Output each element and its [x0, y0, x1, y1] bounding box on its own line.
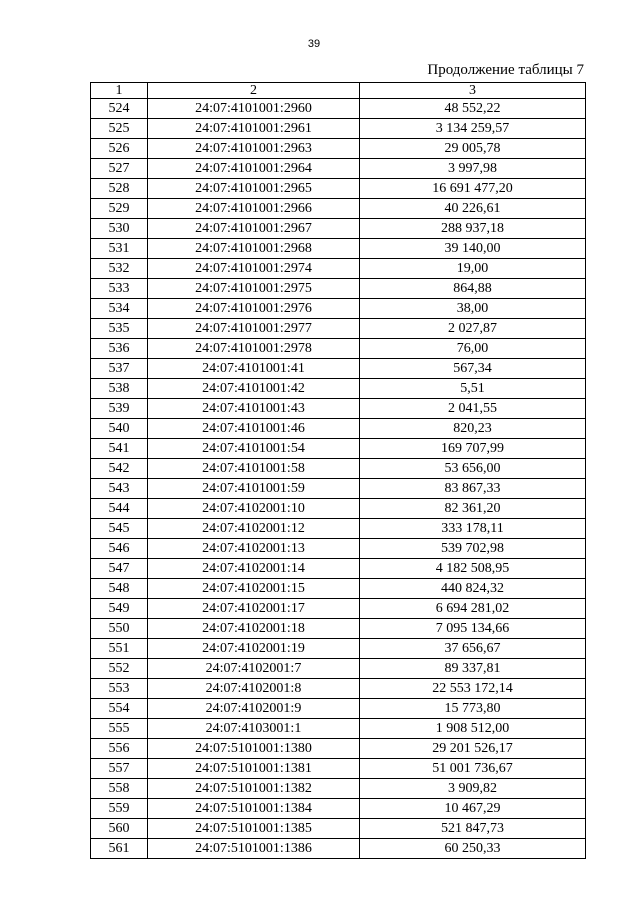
row-number-cell: 533	[91, 279, 148, 299]
row-number-cell: 547	[91, 559, 148, 579]
value-cell: 29 201 526,17	[360, 739, 586, 759]
row-number-cell: 552	[91, 659, 148, 679]
value-cell: 4 182 508,95	[360, 559, 586, 579]
cadastral-number-cell: 24:07:4102001:10	[148, 499, 360, 519]
cadastral-number-cell: 24:07:4102001:19	[148, 639, 360, 659]
cadastral-number-cell: 24:07:4101001:2961	[148, 119, 360, 139]
table-row	[91, 519, 586, 539]
cadastral-number-cell: 24:07:4101001:2966	[148, 199, 360, 219]
header-cell-3: 3	[360, 83, 586, 99]
cadastral-number-cell: 24:07:5101001:1381	[148, 759, 360, 779]
value-cell: 76,00	[360, 339, 586, 359]
row-number-cell: 524	[91, 99, 148, 119]
value-cell: 567,34	[360, 359, 586, 379]
row-number-cell: 550	[91, 619, 148, 639]
value-cell: 6 694 281,02	[360, 599, 586, 619]
table-row	[91, 799, 586, 819]
value-cell: 864,88	[360, 279, 586, 299]
value-cell: 10 467,29	[360, 799, 586, 819]
table-row	[91, 179, 586, 199]
table-row	[91, 759, 586, 779]
value-cell: 539 702,98	[360, 539, 586, 559]
value-cell: 38,00	[360, 299, 586, 319]
value-cell: 22 553 172,14	[360, 679, 586, 699]
value-cell: 169 707,99	[360, 439, 586, 459]
value-cell: 440 824,32	[360, 579, 586, 599]
cadastral-number-cell: 24:07:4101001:42	[148, 379, 360, 399]
cadastral-number-cell: 24:07:4101001:2963	[148, 139, 360, 159]
value-cell: 5,51	[360, 379, 586, 399]
header-row	[91, 83, 586, 99]
row-number-cell: 554	[91, 699, 148, 719]
cadastral-number-cell: 24:07:4103001:1	[148, 719, 360, 739]
cadastral-number-cell: 24:07:5101001:1382	[148, 779, 360, 799]
cadastral-number-cell: 24:07:4102001:9	[148, 699, 360, 719]
value-cell: 83 867,33	[360, 479, 586, 499]
cadastral-number-cell: 24:07:4102001:15	[148, 579, 360, 599]
row-number-cell: 541	[91, 439, 148, 459]
row-number-cell: 540	[91, 419, 148, 439]
table-continuation-caption: Продолжение таблицы 7	[427, 62, 584, 78]
value-cell: 288 937,18	[360, 219, 586, 239]
cadastral-number-cell: 24:07:4101001:2965	[148, 179, 360, 199]
header-cell-2: 2	[148, 83, 360, 99]
value-cell: 53 656,00	[360, 459, 586, 479]
row-number-cell: 544	[91, 499, 148, 519]
cadastral-number-cell: 24:07:4101001:54	[148, 439, 360, 459]
value-cell: 48 552,22	[360, 99, 586, 119]
cadastral-number-cell: 24:07:5101001:1385	[148, 819, 360, 839]
value-cell: 19,00	[360, 259, 586, 279]
page-number: 39	[307, 38, 321, 50]
cadastral-number-cell: 24:07:4101001:2978	[148, 339, 360, 359]
table-row	[91, 239, 586, 259]
row-number-cell: 526	[91, 139, 148, 159]
row-number-cell: 529	[91, 199, 148, 219]
table-row	[91, 99, 586, 119]
table-row	[91, 699, 586, 719]
value-cell: 2 041,55	[360, 399, 586, 419]
table-row	[91, 139, 586, 159]
value-cell: 15 773,80	[360, 699, 586, 719]
cadastral-number-cell: 24:07:4101001:2977	[148, 319, 360, 339]
row-number-cell: 545	[91, 519, 148, 539]
header-cell-1: 1	[91, 83, 148, 99]
cadastral-number-cell: 24:07:4102001:12	[148, 519, 360, 539]
cadastral-number-cell: 24:07:5101001:1384	[148, 799, 360, 819]
row-number-cell: 549	[91, 599, 148, 619]
value-cell: 89 337,81	[360, 659, 586, 679]
cadastral-number-cell: 24:07:4101001:2976	[148, 299, 360, 319]
table-row	[91, 659, 586, 679]
table-row	[91, 539, 586, 559]
table-row	[91, 199, 586, 219]
value-cell: 2 027,87	[360, 319, 586, 339]
table-body	[91, 99, 586, 859]
row-number-cell: 542	[91, 459, 148, 479]
value-cell: 3 909,82	[360, 779, 586, 799]
table-row	[91, 739, 586, 759]
row-number-cell: 538	[91, 379, 148, 399]
row-number-cell: 534	[91, 299, 148, 319]
value-cell: 60 250,33	[360, 839, 586, 859]
data-table	[90, 82, 586, 859]
value-cell: 40 226,61	[360, 199, 586, 219]
cadastral-number-cell: 24:07:4102001:7	[148, 659, 360, 679]
value-cell: 3 997,98	[360, 159, 586, 179]
cadastral-number-cell: 24:07:4102001:14	[148, 559, 360, 579]
row-number-cell: 527	[91, 159, 148, 179]
row-number-cell: 555	[91, 719, 148, 739]
cadastral-number-cell: 24:07:4101001:43	[148, 399, 360, 419]
table-header	[91, 83, 586, 99]
value-cell: 7 095 134,66	[360, 619, 586, 639]
row-number-cell: 561	[91, 839, 148, 859]
row-number-cell: 530	[91, 219, 148, 239]
table-row	[91, 439, 586, 459]
table-row	[91, 819, 586, 839]
table-row	[91, 579, 586, 599]
table-row	[91, 719, 586, 739]
row-number-cell: 553	[91, 679, 148, 699]
cadastral-number-cell: 24:07:4101001:2974	[148, 259, 360, 279]
value-cell: 16 691 477,20	[360, 179, 586, 199]
table-row	[91, 679, 586, 699]
cadastral-number-cell: 24:07:4101001:2967	[148, 219, 360, 239]
value-cell: 820,23	[360, 419, 586, 439]
cadastral-number-cell: 24:07:4101001:2960	[148, 99, 360, 119]
cadastral-number-cell: 24:07:4101001:46	[148, 419, 360, 439]
table-row	[91, 359, 586, 379]
table-row	[91, 599, 586, 619]
value-cell: 39 140,00	[360, 239, 586, 259]
row-number-cell: 556	[91, 739, 148, 759]
table-row	[91, 459, 586, 479]
table-row	[91, 319, 586, 339]
cadastral-number-cell: 24:07:4101001:2964	[148, 159, 360, 179]
table-row	[91, 219, 586, 239]
row-number-cell: 546	[91, 539, 148, 559]
cadastral-number-cell: 24:07:4101001:41	[148, 359, 360, 379]
table-row	[91, 379, 586, 399]
cadastral-number-cell: 24:07:4102001:13	[148, 539, 360, 559]
row-number-cell: 548	[91, 579, 148, 599]
value-cell: 1 908 512,00	[360, 719, 586, 739]
cadastral-number-cell: 24:07:4102001:18	[148, 619, 360, 639]
row-number-cell: 543	[91, 479, 148, 499]
table-row	[91, 619, 586, 639]
cadastral-number-cell: 24:07:4101001:59	[148, 479, 360, 499]
value-cell: 333 178,11	[360, 519, 586, 539]
value-cell: 29 005,78	[360, 139, 586, 159]
row-number-cell: 531	[91, 239, 148, 259]
row-number-cell: 532	[91, 259, 148, 279]
table-row	[91, 419, 586, 439]
row-number-cell: 525	[91, 119, 148, 139]
table-row	[91, 159, 586, 179]
table-row	[91, 479, 586, 499]
cadastral-number-cell: 24:07:4102001:8	[148, 679, 360, 699]
table-row	[91, 279, 586, 299]
value-cell: 3 134 259,57	[360, 119, 586, 139]
table-row	[91, 299, 586, 319]
cadastral-number-cell: 24:07:4101001:58	[148, 459, 360, 479]
cadastral-number-cell: 24:07:5101001:1380	[148, 739, 360, 759]
row-number-cell: 537	[91, 359, 148, 379]
cadastral-number-cell: 24:07:5101001:1386	[148, 839, 360, 859]
value-cell: 82 361,20	[360, 499, 586, 519]
row-number-cell: 528	[91, 179, 148, 199]
row-number-cell: 560	[91, 819, 148, 839]
table-row	[91, 779, 586, 799]
row-number-cell: 558	[91, 779, 148, 799]
table-row	[91, 259, 586, 279]
value-cell: 521 847,73	[360, 819, 586, 839]
cadastral-number-cell: 24:07:4101001:2968	[148, 239, 360, 259]
value-cell: 51 001 736,67	[360, 759, 586, 779]
value-cell: 37 656,67	[360, 639, 586, 659]
table-row	[91, 499, 586, 519]
row-number-cell: 539	[91, 399, 148, 419]
table-row	[91, 839, 586, 859]
row-number-cell: 536	[91, 339, 148, 359]
row-number-cell: 557	[91, 759, 148, 779]
table-row	[91, 119, 586, 139]
table-row	[91, 559, 586, 579]
cadastral-number-cell: 24:07:4101001:2975	[148, 279, 360, 299]
row-number-cell: 551	[91, 639, 148, 659]
row-number-cell: 535	[91, 319, 148, 339]
cadastral-number-cell: 24:07:4102001:17	[148, 599, 360, 619]
table-row	[91, 339, 586, 359]
table-row	[91, 399, 586, 419]
row-number-cell: 559	[91, 799, 148, 819]
table-row	[91, 639, 586, 659]
